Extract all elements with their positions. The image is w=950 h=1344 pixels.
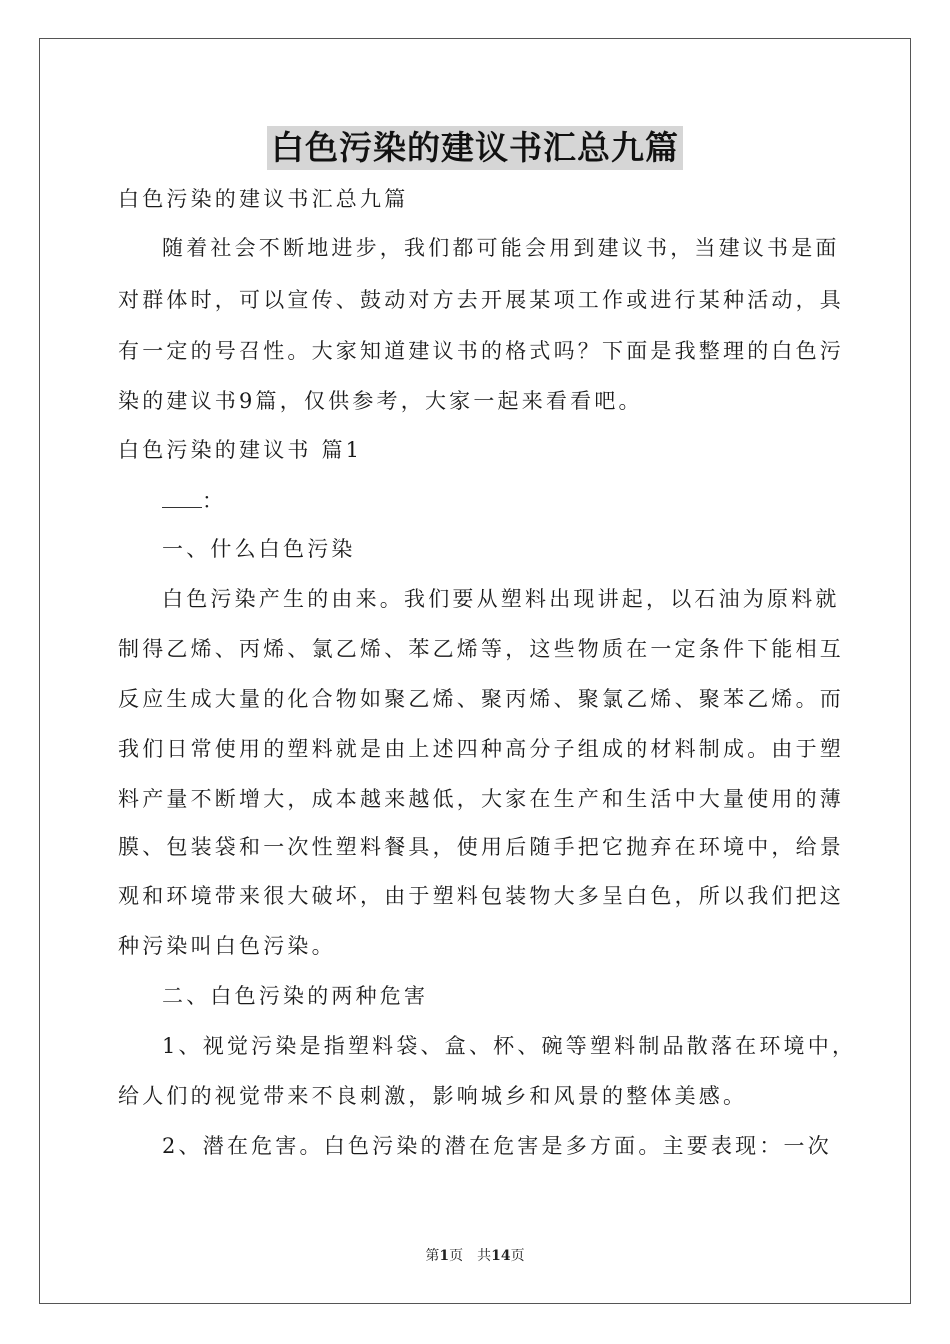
footer-page-suffix: 页 (510, 1248, 525, 1264)
para-1-line-7: 观和环境带来很大破坏，由于塑料包装物大多呈白色，所以我们把这 (118, 884, 844, 908)
document-subtitle: 白色污染的建议书汇总九篇 (118, 187, 409, 211)
intro-line-4: 染的建议书9篇，仅供参考，大家一起来看看吧。 (118, 389, 643, 413)
salutation (162, 486, 882, 516)
para-1-line-8: 种污染叫白色污染。 (118, 934, 336, 958)
salutation-blank (162, 487, 202, 508)
footer-page-total: 14 (491, 1248, 511, 1264)
document-title: 白色污染的建议书汇总九篇 (267, 126, 683, 170)
section-heading: 白色污染的建议书 篇1 (118, 438, 363, 462)
intro-line-2: 对群体时，可以宣传、鼓动对方去开展某项工作或进行某种活动，具 (118, 288, 844, 312)
para-1-line-2: 制得乙烯、丙烯、氯乙烯、苯乙烯等，这些物质在一定条件下能相互 (118, 637, 844, 661)
para-2-line-1: 1、视觉污染是指塑料袋、盒、杯、碗等塑料制品散落在环境中， (162, 1034, 857, 1058)
para-3-line-1: 2、潜在危害。白色污染的潜在危害是多方面。主要表现：一次 (162, 1134, 832, 1158)
footer-page-mid: 页 共 (449, 1248, 492, 1264)
para-1-line-4: 我们日常使用的塑料就是由上述四种高分子组成的材料制成。由于塑 (118, 737, 844, 761)
intro-line-1: 随着社会不断地进步，我们都可能会用到建议书，当建议书是面 (162, 236, 840, 260)
para-1-line-6: 膜、包装袋和一次性塑料餐具，使用后随手把它抛弃在环境中，给景 (118, 835, 844, 859)
para-1-line-1: 白色污染产生的由来。我们要从塑料出现讲起，以石油为原料就 (162, 587, 840, 611)
para-2-line-2: 给人们的视觉带来不良刺激，影响城乡和风景的整体美感。 (118, 1084, 748, 1108)
para-1-line-3: 反应生成大量的化合物如聚乙烯、聚丙烯、聚氯乙烯、聚苯乙烯。而 (118, 687, 844, 711)
title-container (0, 126, 950, 170)
footer-page-current: 1 (439, 1248, 450, 1264)
salutation-colon: ： (202, 489, 227, 513)
para-1-line-5: 料产量不断增大，成本越来越低，大家在生产和生活中大量使用的薄 (118, 787, 844, 811)
heading-what-is-white-pollution: 一、什么白色污染 (162, 537, 356, 561)
footer-page-prefix: 第 (425, 1248, 440, 1264)
page-frame (39, 38, 911, 1304)
page-footer (0, 1247, 950, 1265)
intro-line-3: 有一定的号召性。大家知道建议书的格式吗？下面是我整理的白色污 (118, 339, 844, 363)
heading-two-harms: 二、白色污染的两种危害 (162, 984, 429, 1008)
